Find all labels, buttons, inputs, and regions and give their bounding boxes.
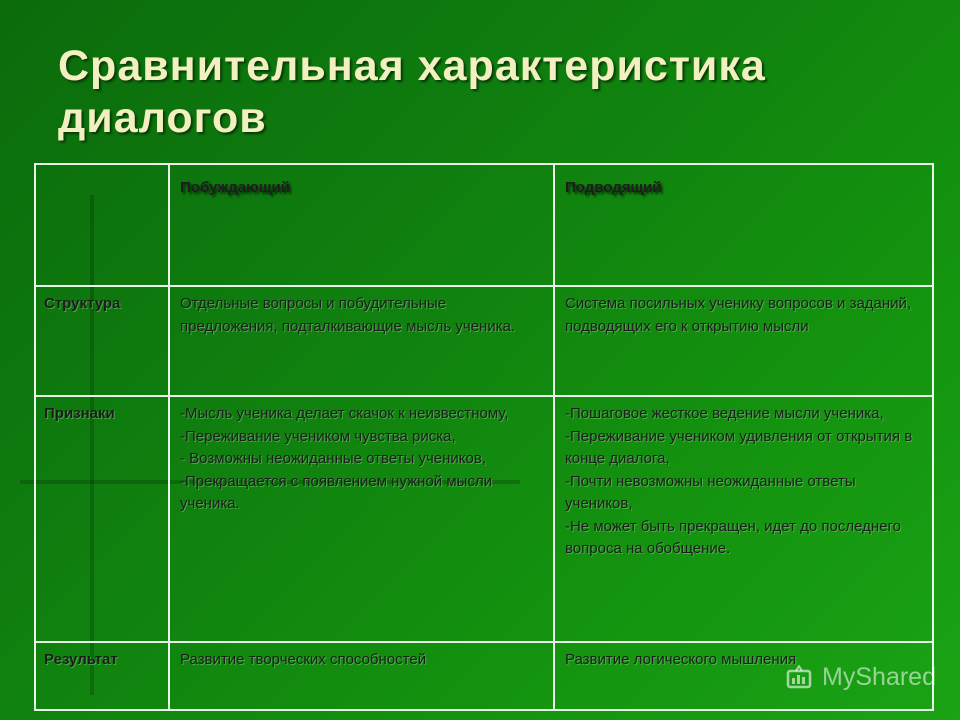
table-row	[35, 286, 933, 396]
cell-line: -Не может быть прекращен, идет до последнего вопроса на обобщение.	[565, 517, 902, 557]
cell-line: -Почти невозможны неожиданные ответы учеников,	[565, 472, 856, 512]
cell-features-col2	[554, 396, 933, 642]
header-cell-podvodyashchiy: Подводящий	[554, 164, 933, 286]
cell-line: -Переживание учеником удивления от открытия в конце диалога,	[565, 427, 913, 467]
myshared-logo-icon	[786, 665, 816, 691]
cell-line: -Мысль ученика делает скачок к неизвестному,	[180, 405, 509, 422]
cell-line: Развитие творческих способностей	[180, 651, 427, 668]
row-label-structure: Структура	[35, 286, 169, 396]
cell-line: Отдельные вопросы и побудительные предложения, подталкивающие мысль ученика.	[180, 295, 516, 335]
header-empty-cell	[35, 164, 169, 286]
cell-line: -Прекращается с появлением нужной мысли ученика.	[180, 472, 493, 512]
cell-features-col1	[169, 396, 554, 642]
row-label-features: Признаки	[35, 396, 169, 642]
myshared-watermark[interactable]	[786, 663, 936, 692]
cell-line: -Переживание учеником чувства риска,	[180, 427, 456, 445]
header-cell-pobuzhdayushchiy: Побуждающий	[169, 164, 554, 286]
table-header-row	[35, 164, 933, 286]
watermark-text: MyShared	[822, 663, 936, 691]
cell-structure-col1	[169, 286, 554, 396]
cell-line: - Возможны неожиданные ответы учеников,	[180, 450, 487, 467]
comparison-table	[34, 163, 934, 711]
cell-structure-col2	[554, 286, 933, 396]
slide-title: Сравнительная характеристика диалогов	[58, 42, 766, 142]
table-row	[35, 396, 933, 642]
cell-line: Система посильных ученику вопросов и заданий, подводящих его к открытию мысли	[565, 295, 912, 335]
cell-result-col1	[169, 642, 554, 710]
cell-line: -Пошаговое жесткое ведение мысли ученика,	[565, 405, 884, 422]
cell-line: Развитие логического мышления	[565, 651, 797, 668]
row-label-result: Результат	[35, 642, 169, 710]
